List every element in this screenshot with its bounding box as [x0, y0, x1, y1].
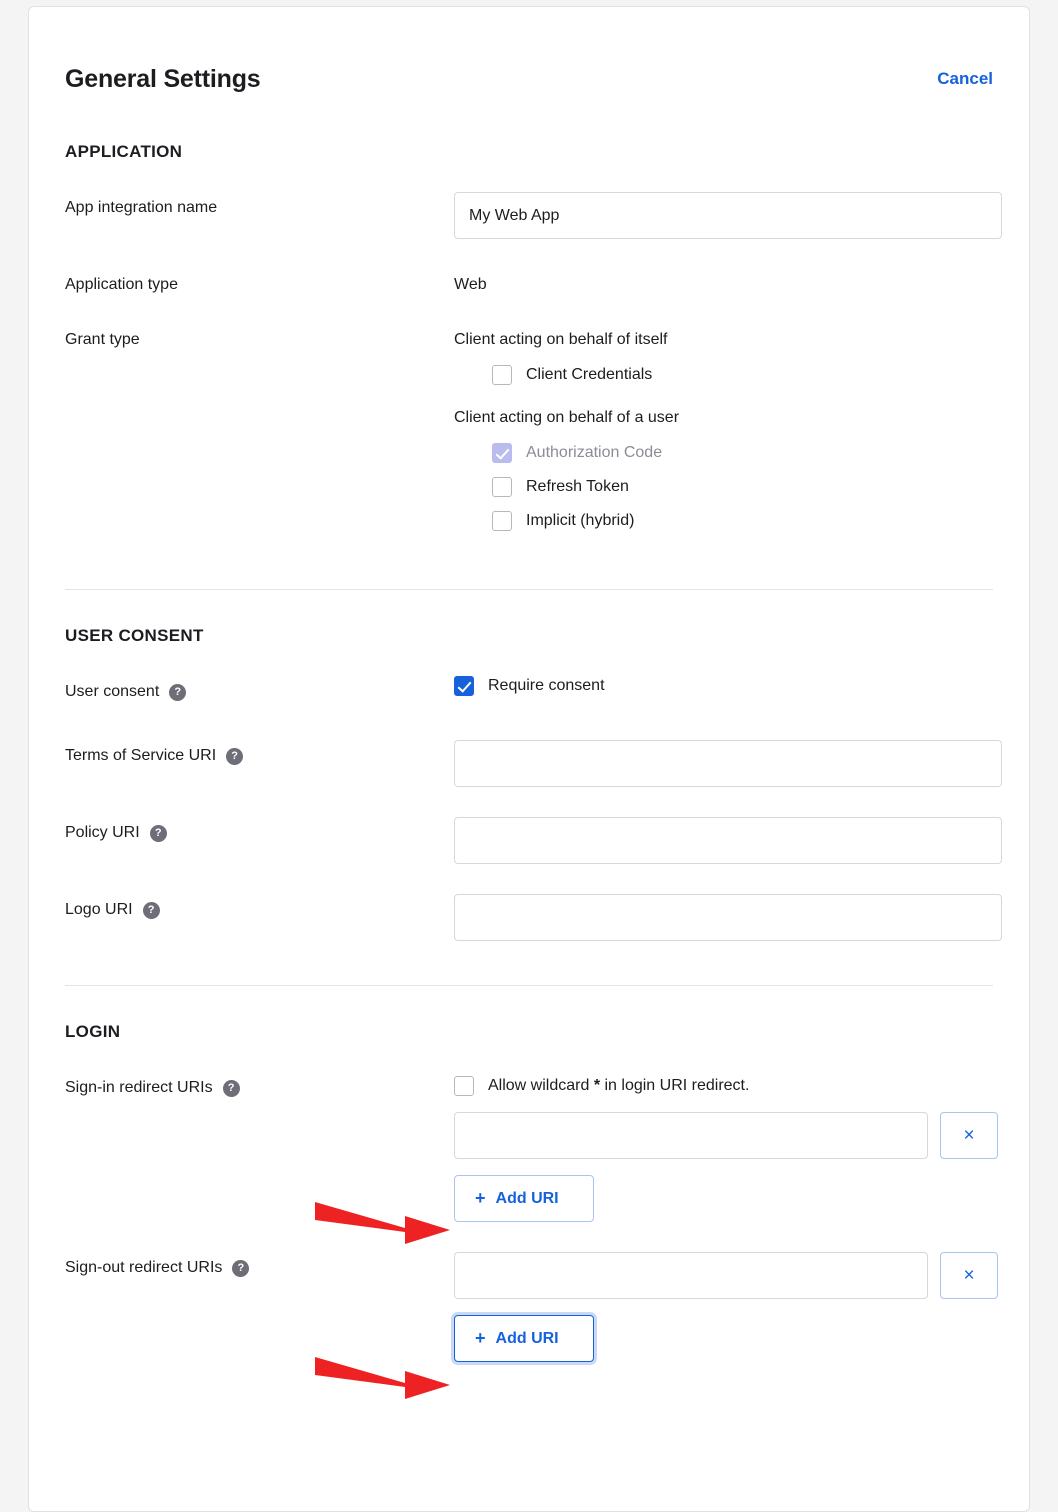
label-text: Grant type: [65, 331, 140, 348]
app-integration-name-label: [65, 192, 454, 217]
grant-implicit-hybrid-label: Implicit (hybrid): [526, 512, 635, 529]
card-header: [65, 7, 993, 94]
row-app-integration-name: [65, 192, 993, 239]
section-title-user-consent: USER CONSENT: [65, 626, 204, 645]
row-logo-uri: [65, 894, 993, 941]
help-icon[interactable]: ?: [143, 902, 160, 919]
help-icon[interactable]: ?: [150, 825, 167, 842]
section-title-login: LOGIN: [65, 1022, 121, 1041]
grant-type-options: [454, 324, 993, 531]
add-signin-uri-button[interactable]: [454, 1175, 594, 1222]
allow-wildcard-row[interactable]: [454, 1072, 998, 1096]
signout-redirect-uris-label: [65, 1252, 454, 1277]
signin-redirect-uris-label: [65, 1072, 454, 1097]
grant-refresh-token-checkbox[interactable]: [492, 477, 512, 497]
logo-uri-label: [65, 894, 454, 919]
wildcard-label-pre: Allow wildcard: [488, 1077, 594, 1094]
logo-uri-input[interactable]: [454, 894, 1002, 941]
signout-redirect-uri-input[interactable]: [454, 1252, 928, 1299]
grant-implicit-hybrid-checkbox[interactable]: [492, 511, 512, 531]
label-text: App integration name: [65, 199, 218, 216]
application-type-label: [65, 269, 454, 294]
grant-client-credentials-label: Client Credentials: [526, 366, 653, 383]
help-icon[interactable]: ?: [226, 748, 243, 765]
plus-icon: +: [475, 1188, 486, 1208]
signin-redirect-uri-input[interactable]: [454, 1112, 928, 1159]
require-consent-checkbox[interactable]: [454, 676, 474, 696]
grant-heading-self: Client acting on behalf of itself: [454, 331, 668, 348]
add-signin-uri-label: Add URI: [495, 1189, 559, 1207]
plus-icon: +: [475, 1328, 486, 1348]
terms-of-service-uri-label: [65, 740, 454, 765]
grant-heading-user: Client acting on behalf of a user: [454, 409, 680, 426]
user-consent-label: [65, 676, 454, 701]
policy-uri-input[interactable]: [454, 817, 1002, 864]
policy-uri-label: [65, 817, 454, 842]
label-text: Terms of Service URI: [65, 747, 217, 764]
label-text: Policy URI: [65, 824, 140, 841]
help-icon[interactable]: ?: [232, 1260, 249, 1277]
row-terms-of-service-uri: [65, 740, 993, 787]
row-grant-type: [65, 324, 993, 545]
signout-uri-line: [454, 1252, 998, 1299]
general-settings-card: [28, 6, 1030, 1512]
add-signout-uri-label: Add URI: [495, 1329, 559, 1347]
row-application-type: [65, 269, 993, 294]
remove-signout-uri-button[interactable]: ×: [940, 1252, 998, 1299]
terms-of-service-uri-input[interactable]: [454, 740, 1002, 787]
signin-uri-line: [454, 1112, 998, 1159]
app-integration-name-input[interactable]: [454, 192, 1002, 239]
allow-wildcard-checkbox[interactable]: [454, 1076, 474, 1096]
grant-authorization-code-row[interactable]: [492, 443, 993, 463]
require-consent-row[interactable]: [454, 676, 993, 696]
grant-refresh-token-row[interactable]: [492, 477, 993, 497]
allow-wildcard-label: [488, 1077, 749, 1095]
grant-client-credentials-checkbox[interactable]: [492, 365, 512, 385]
row-signin-redirect-uris: [65, 1072, 993, 1222]
grant-refresh-token-label: Refresh Token: [526, 478, 629, 495]
label-text: Logo URI: [65, 901, 133, 918]
page-title: General Settings: [65, 65, 261, 93]
grant-client-credentials-row[interactable]: [492, 365, 993, 385]
cancel-button[interactable]: Cancel: [937, 69, 993, 88]
label-text: User consent: [65, 683, 160, 700]
row-policy-uri: [65, 817, 993, 864]
wildcard-label-post: in login URI redirect.: [600, 1077, 750, 1094]
help-icon[interactable]: ?: [169, 684, 186, 701]
grant-implicit-hybrid-row[interactable]: [492, 511, 993, 531]
grant-authorization-code-checkbox[interactable]: [492, 443, 512, 463]
label-text: Sign-out redirect URIs: [65, 1259, 223, 1276]
label-text: Sign-in redirect URIs: [65, 1079, 213, 1096]
require-consent-label: Require consent: [488, 677, 605, 694]
application-type-value: Web: [454, 276, 487, 293]
row-signout-redirect-uris: [65, 1252, 993, 1362]
row-user-consent: [65, 676, 993, 710]
add-signout-uri-button[interactable]: [454, 1315, 594, 1362]
help-icon[interactable]: ?: [223, 1080, 240, 1097]
wildcard-label-star: *: [593, 1077, 601, 1094]
grant-type-label: [65, 324, 454, 349]
section-title-application: APPLICATION: [65, 142, 183, 161]
remove-signin-uri-button[interactable]: ×: [940, 1112, 998, 1159]
grant-authorization-code-label: Authorization Code: [526, 444, 663, 461]
label-text: Application type: [65, 276, 178, 293]
